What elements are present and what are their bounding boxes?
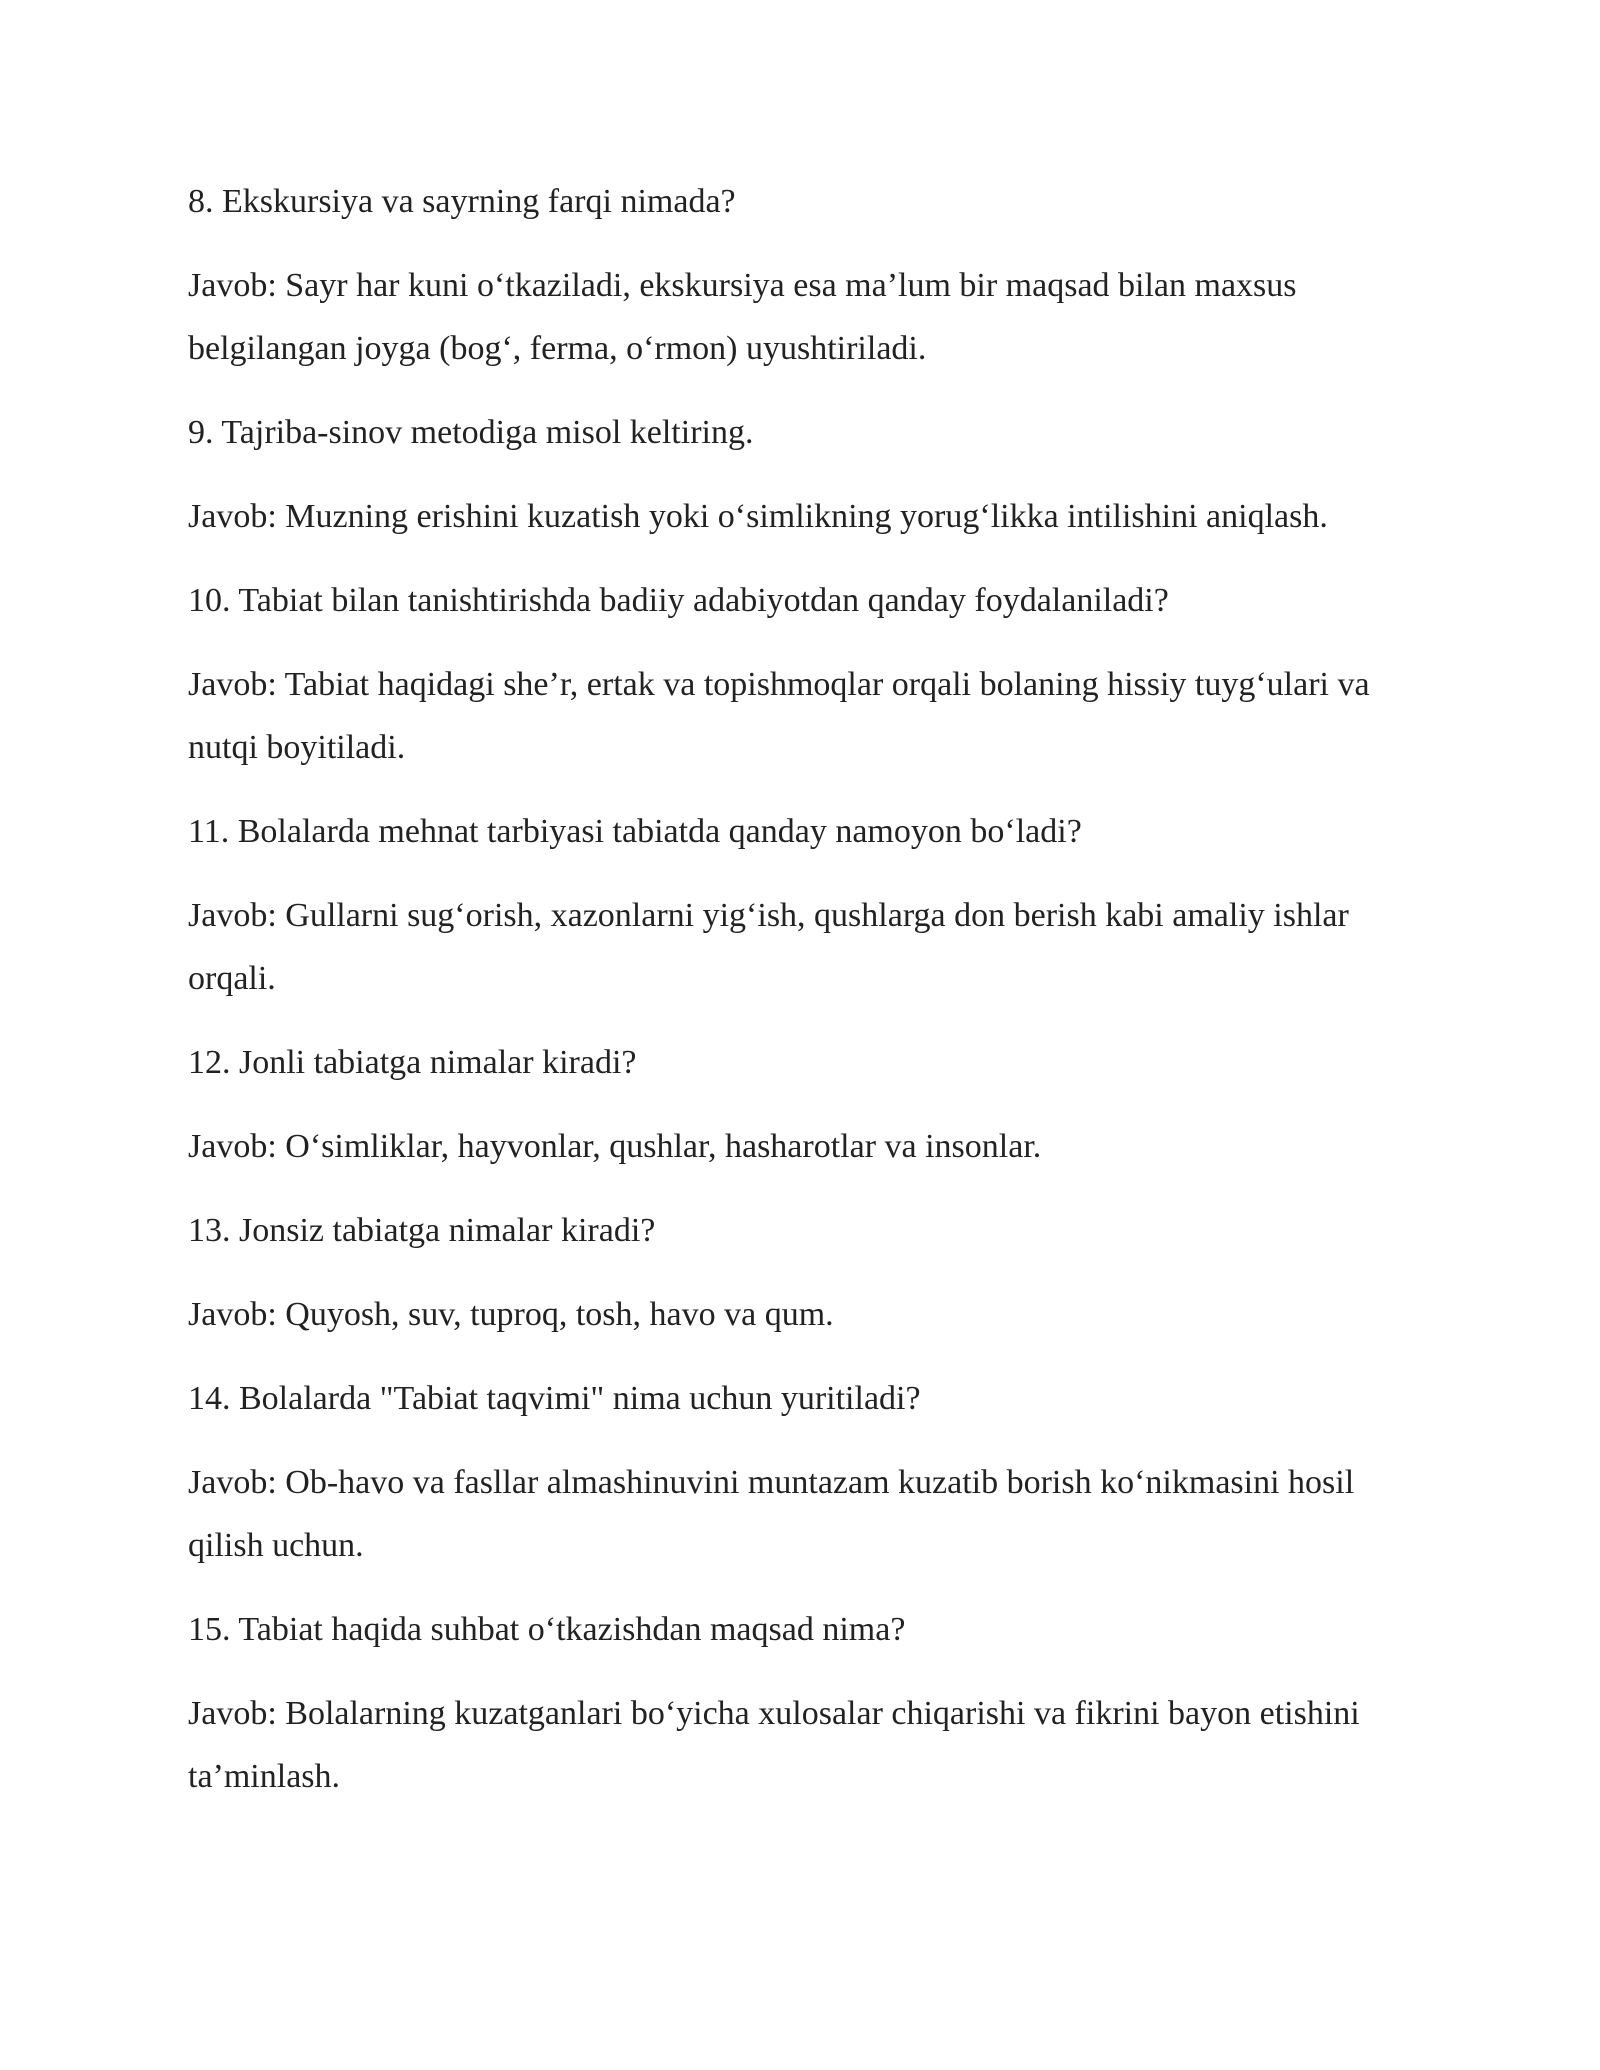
answer-9: Javob: Muzning erishini kuzatish yoki o‘simlikning yorug‘likka intilishini aniqlash.	[188, 498, 1328, 535]
answer-10: Javob: Tabiat haqidagi she’r, ertak va topishmoqlar orqali bolaning hissiy tuyg‘ulari va nutqi boyitiladi.	[188, 666, 1370, 766]
question-8: 8. Ekskursiya va sayrning farqi nimada?	[188, 183, 736, 220]
document-page	[188, 170, 1408, 1829]
answer-15: Javob: Bolalarning kuzatganlari bo‘yicha xulosalar chiqarishi va fikrini bayon etishini ta’minlash.	[188, 1695, 1360, 1795]
question-12: 12. Jonli tabiatga nimalar kiradi?	[188, 1044, 637, 1081]
question-10: 10. Tabiat bilan tanishtirishda badiiy adabiyotdan qanday foydalaniladi?	[188, 582, 1169, 619]
question-11: 11. Bolalarda mehnat tarbiyasi tabiatda qanday namoyon bo‘ladi?	[188, 813, 1082, 850]
question-15: 15. Tabiat haqida suhbat o‘tkazishdan maqsad nima?	[188, 1611, 906, 1648]
question-9: 9. Tajriba-sinov metodiga misol keltiring.	[188, 414, 754, 451]
answer-13: Javob: Quyosh, suv, tuproq, tosh, havo va qum.	[188, 1296, 834, 1333]
answer-11: Javob: Gullarni sug‘orish, xazonlarni yig‘ish, qushlarga don berish kabi amaliy ishlar orqali.	[188, 897, 1349, 997]
answer-14: Javob: Ob-havo va fasllar almashinuvini muntazam kuzatib borish ko‘nikmasini hosil qilish uchun.	[188, 1464, 1355, 1564]
question-14: 14. Bolalarda "Tabiat taqvimi" nima uchun yuritiladi?	[188, 1380, 921, 1417]
answer-8: Javob: Sayr har kuni o‘tkaziladi, ekskursiya esa ma’lum bir maqsad bilan maxsus belgilangan joyga (bog‘, ferma, o‘rmon) uyushtiriladi.	[188, 267, 1297, 367]
answer-12: Javob: O‘simliklar, hayvonlar, qushlar, hasharotlar va insonlar.	[188, 1128, 1042, 1165]
question-13: 13. Jonsiz tabiatga nimalar kiradi?	[188, 1212, 656, 1249]
